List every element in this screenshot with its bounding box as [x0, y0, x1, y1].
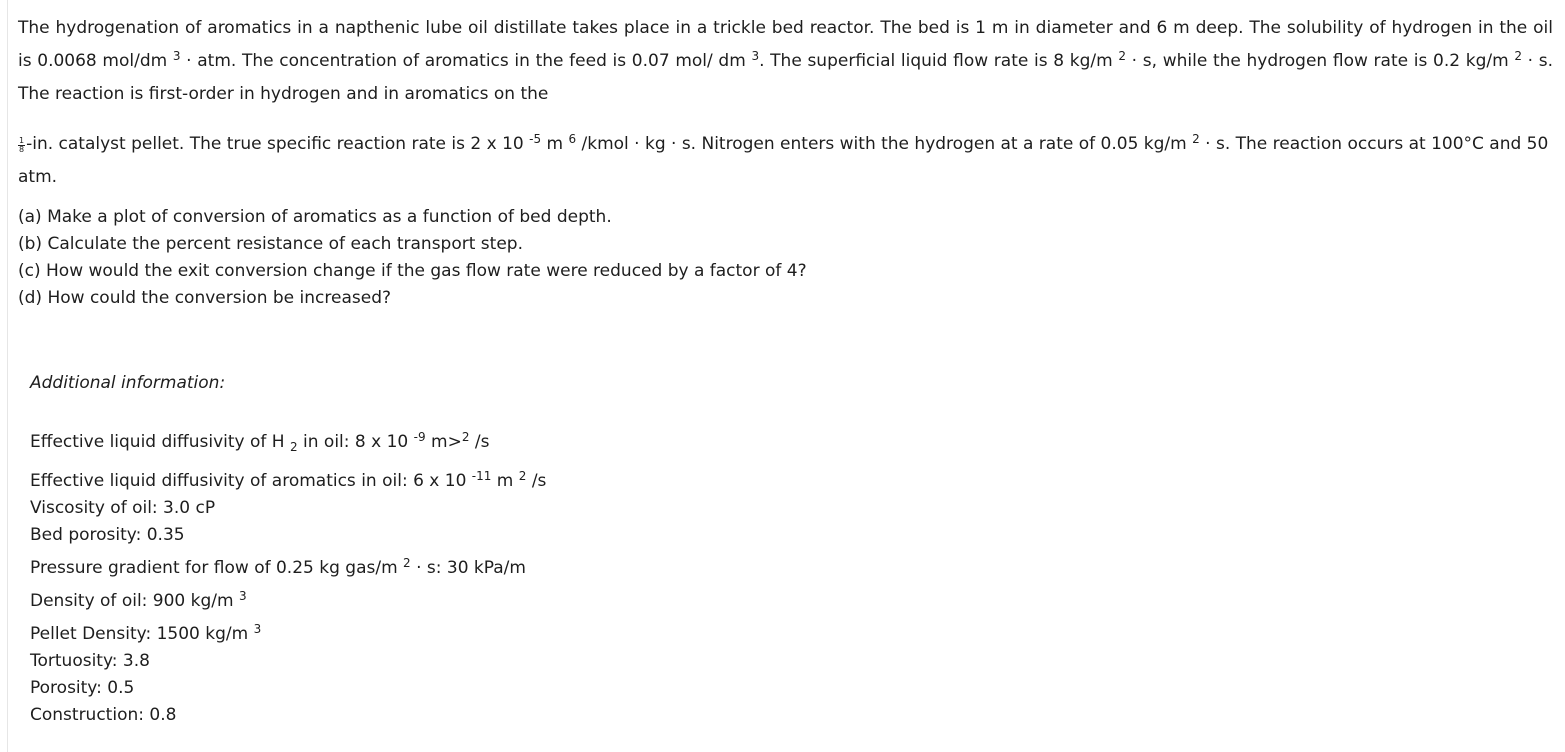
info-h2-diffusivity	[30, 429, 489, 456]
question-parts	[18, 204, 1553, 312]
text: Pellet Density: 1500 kg/m	[30, 624, 254, 644]
text: -in. catalyst pellet. The true specific reaction rate is 2 x 10	[26, 134, 530, 154]
superscript: 2	[518, 469, 527, 483]
text: . The superficial liquid flow rate is 8 kg/m	[759, 51, 1119, 71]
superscript: 2	[1192, 132, 1200, 146]
superscript: 2	[1514, 49, 1522, 63]
text: in oil: 8 x 10	[297, 432, 414, 452]
info-porosity: Porosity: 0.5	[30, 678, 135, 698]
info-viscosity: Viscosity of oil: 3.0 cP	[30, 498, 216, 518]
superscript: 3	[751, 49, 760, 63]
additional-info-heading: Additional information:	[30, 373, 226, 393]
left-border	[7, 0, 8, 752]
superscript: 2	[461, 430, 470, 444]
text: · s. The reaction occurs at 100°C and 50 atm.	[18, 134, 1549, 187]
superscript: 2	[403, 556, 411, 570]
part-d: (d) How could the conversion be increased?	[18, 288, 392, 308]
superscript: 3	[172, 49, 181, 63]
text: · atm. The concentration of aromatics in the feed is 0.07 mol/ dm	[180, 51, 752, 71]
subscript: 2	[289, 440, 298, 454]
text: Effective liquid diffusivity of H	[30, 432, 290, 452]
superscript: 3	[238, 589, 247, 603]
info-pellet-density	[30, 621, 261, 648]
fraction-one-eighth	[18, 137, 25, 154]
text: Pressure gradient for flow of 0.25 kg gas/m	[30, 558, 404, 578]
info-pressure-gradient	[30, 555, 526, 582]
info-oil-density	[30, 588, 247, 615]
text: m	[541, 134, 569, 154]
superscript: -11	[471, 469, 492, 483]
text: · s, while the hydrogen flow rate is 0.2 kg/m	[1126, 51, 1515, 71]
superscript: -5	[529, 132, 542, 146]
superscript: -9	[413, 430, 426, 444]
text: /kmol · kg · s. Nitrogen enters with the hydrogen at a rate of 0.05 kg/m	[576, 134, 1193, 154]
info-construction: Construction: 0.8	[30, 705, 177, 725]
text: m>	[425, 432, 462, 452]
fraction-denominator: 8	[19, 145, 25, 154]
part-b: (b) Calculate the percent resistance of each transport step.	[18, 234, 523, 254]
text: · s. The reaction is first-order in hydrogen and in aromatics on the	[18, 51, 1553, 104]
part-a: (a) Make a plot of conversion of aromatics as a function of bed depth.	[18, 207, 612, 227]
part-c: (c) How would the exit conversion change if the gas flow rate were reduced by a factor of 4?	[18, 261, 807, 281]
text: /s	[469, 432, 490, 452]
info-bed-porosity: Bed porosity: 0.35	[30, 525, 185, 545]
superscript: 3	[253, 622, 262, 636]
text: m	[491, 471, 519, 491]
text: The hydrogenation of aromatics in a napthenic lube oil distillate takes place in a trickle bed reactor. The bed is 1 m in diameter and 6 m deep. The solubility of hydrogen in the oil is 0.0068 mol/dm	[18, 18, 1553, 71]
problem-paragraph-1	[18, 12, 1553, 111]
info-tortuosity: Tortuosity: 3.8	[30, 651, 150, 671]
problem-statement	[18, 12, 1553, 312]
text: /s	[526, 471, 547, 491]
superscript: 6	[568, 132, 577, 146]
text: Effective liquid diffusivity of aromatics in oil: 6 x 10	[30, 471, 472, 491]
info-aromatics-diffusivity	[30, 468, 546, 495]
text: Density of oil: 900 kg/m	[30, 591, 239, 611]
problem-paragraph-2	[18, 128, 1553, 194]
superscript: 2	[1118, 49, 1126, 63]
text: · s: 30 kPa/m	[410, 558, 526, 578]
fraction-numerator: 1	[19, 136, 25, 145]
